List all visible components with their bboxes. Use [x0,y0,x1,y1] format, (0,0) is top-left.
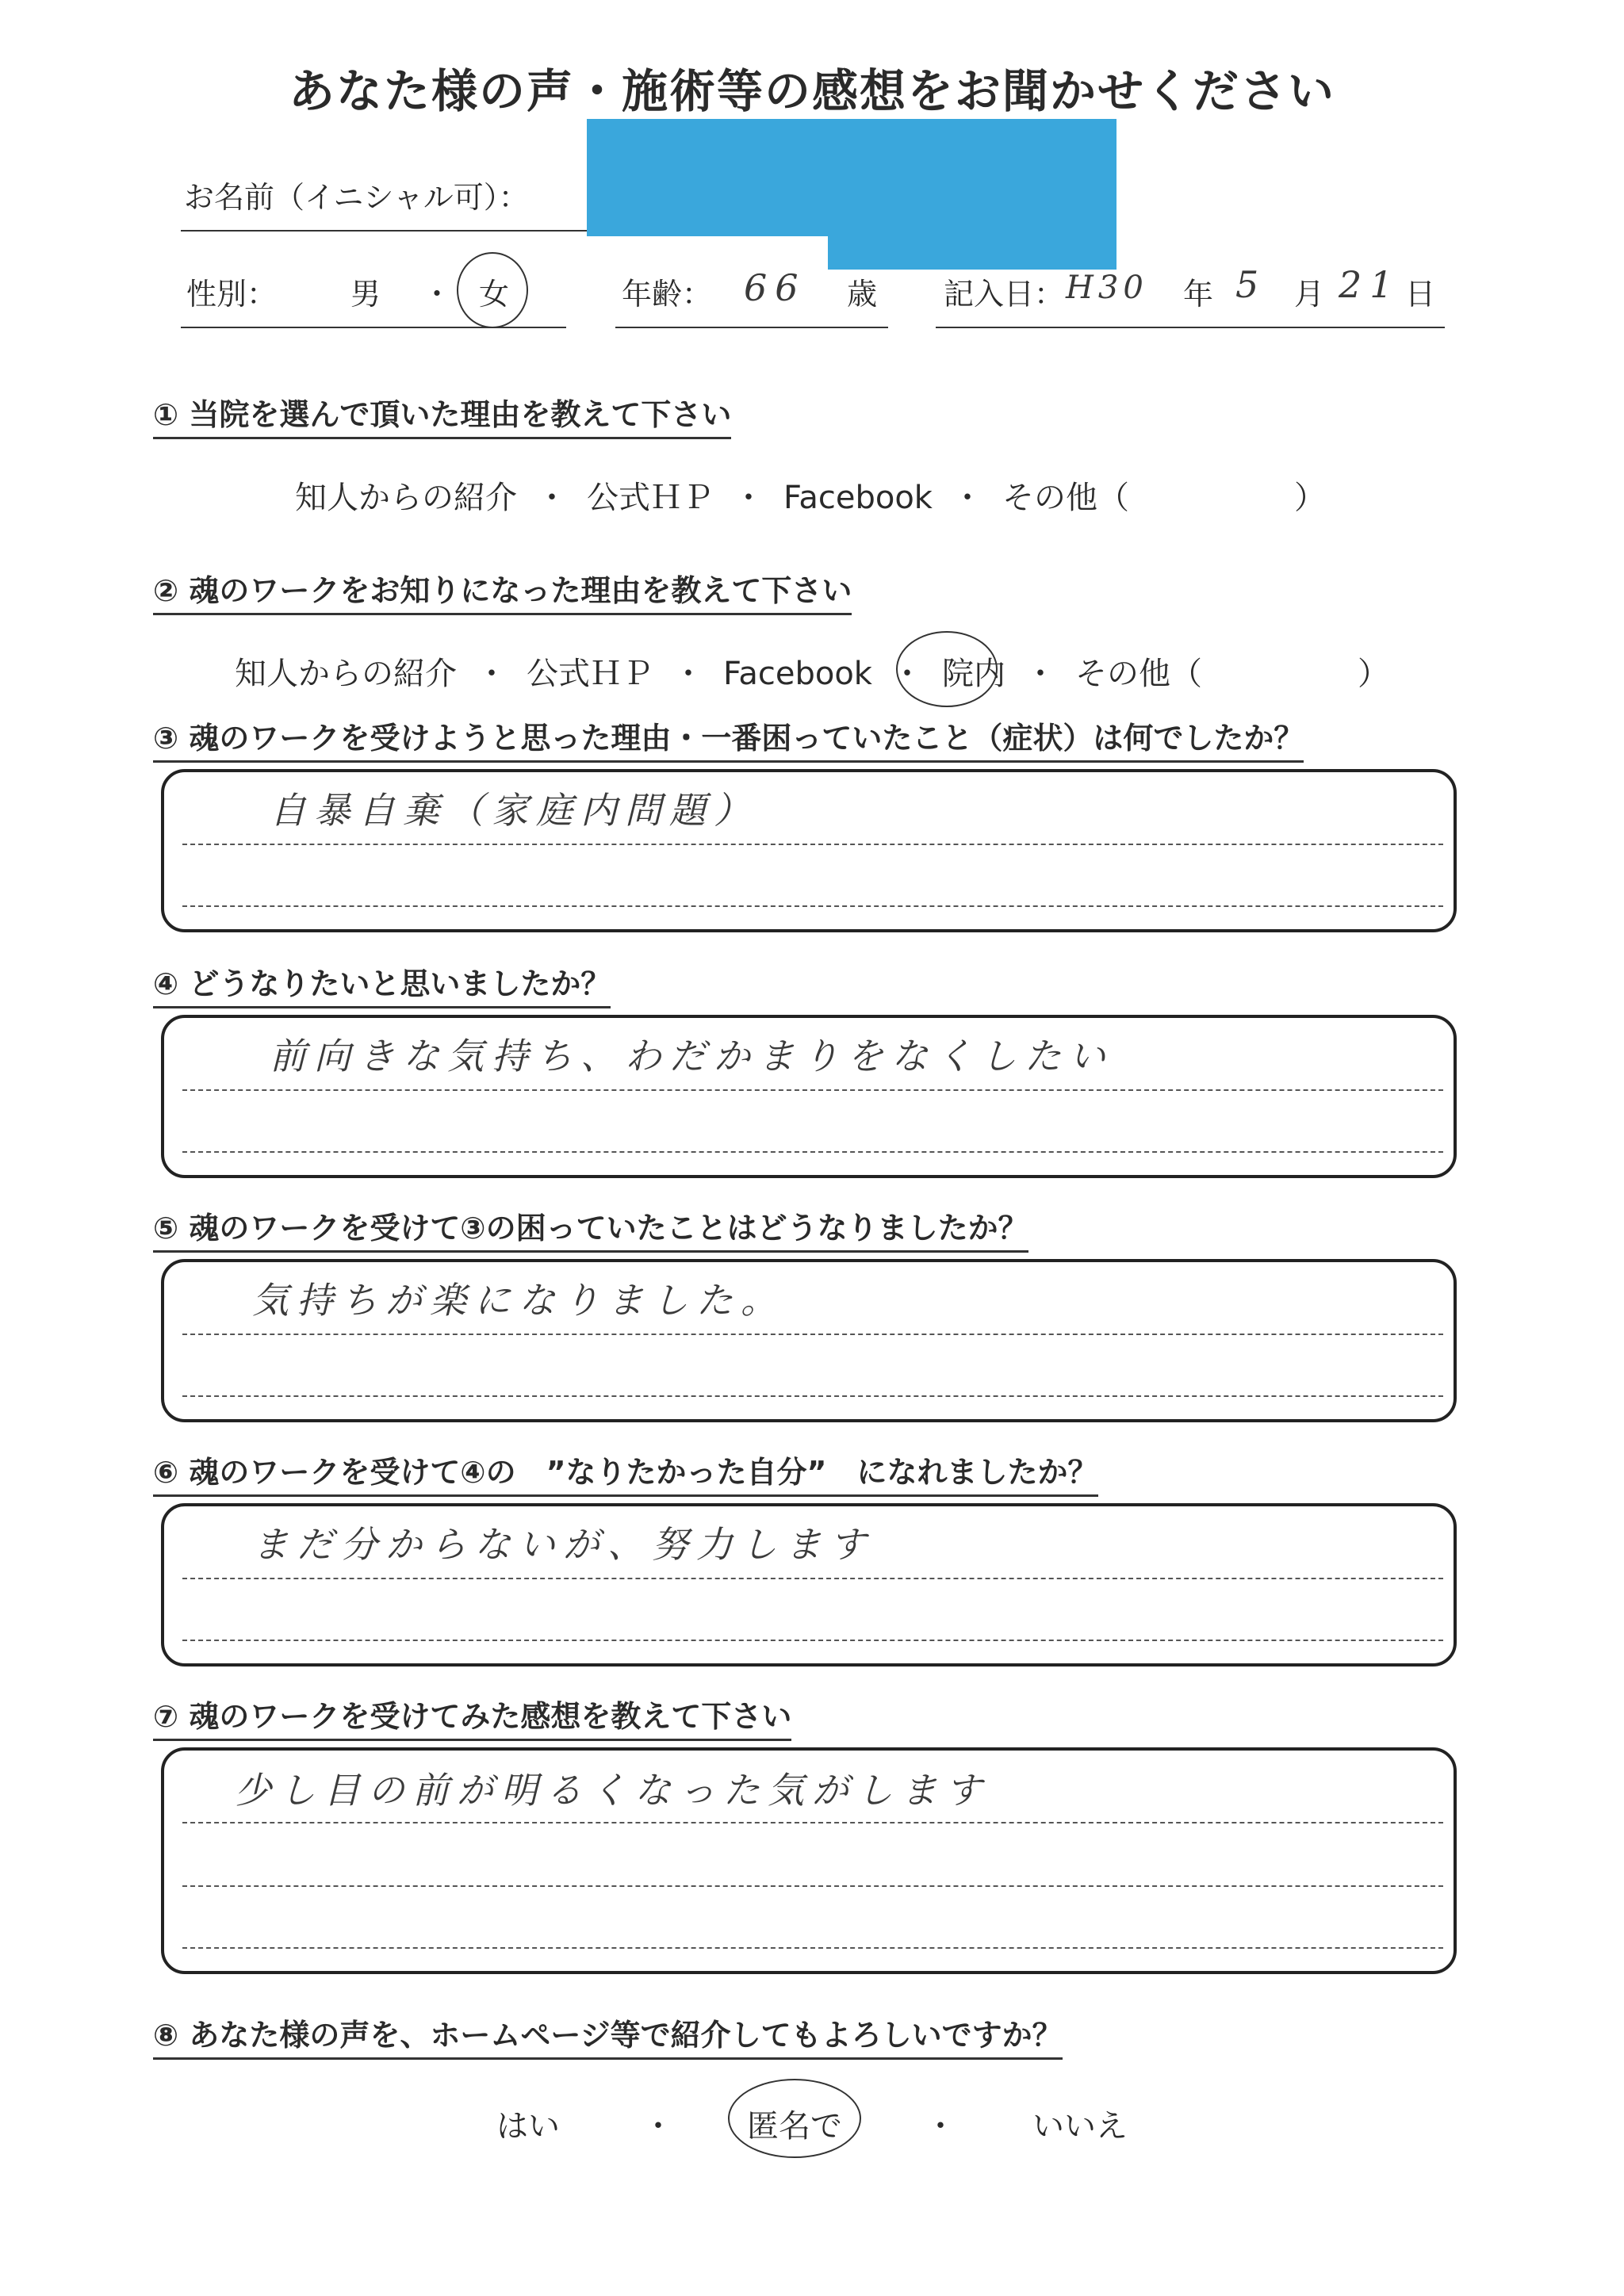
q5-question: ⑤ 魂のワークを受けて③の困っていたことはどうなりましたか？ [153,1203,1028,1253]
q8-option-anonymous[interactable]: 匿名で [747,2108,842,2145]
q7-question: ⑦ 魂のワークを受けてみた感想を教えて下さい [153,1692,791,1741]
q3-line-1 [182,844,1443,845]
q4-answer: 前向きな気持ち、わだかまりをなくしたい [270,1035,1113,1077]
q3-question: ③ 魂のワークを受けようと思った理由・一番困っていたこと（症状）は何でしたか？ [153,714,1304,763]
q7-line-3 [182,1947,1443,1949]
q2-option-clinic[interactable]: 院内 [941,656,1005,692]
q8-option-no[interactable]: いいえ [1032,2108,1128,2145]
q2-option-other[interactable]: その他（ [1074,656,1202,692]
q2-question: ② 魂のワークをお知りになった理由を教えて下さい [153,566,852,615]
q4-line-1 [182,1089,1443,1091]
redaction-tape-lower [828,222,1116,270]
q1-question: ① 当院を選んで頂いた理由を教えて下さい [153,390,731,439]
q1-option-hp[interactable]: 公式ＨＰ [587,480,714,516]
q1-close-paren: ） [1294,480,1326,516]
q6-question: ⑥ 魂のワークを受けて④の ”なりたかった自分” になれましたか？ [153,1448,1098,1497]
q2-option-facebook[interactable]: Facebook [723,656,872,692]
redaction-tape [587,119,1116,236]
q8-option-yes[interactable]: はい [496,2108,560,2145]
q2-option-hp[interactable]: 公式ＨＰ [527,656,653,692]
q5-line-1 [182,1334,1443,1335]
q1-option-other[interactable]: その他（ [1002,480,1129,516]
gender-male[interactable]: 男 [350,277,381,312]
q6-line-1 [182,1578,1443,1579]
gender-underline [181,327,566,328]
gender-label: 性別： [186,277,278,312]
gender-dot: ・ [422,277,453,312]
gender-female[interactable]: 女 [479,277,510,312]
name-underline [181,230,593,232]
q3-answer: 自暴自棄（家庭内問題） [270,789,758,832]
q5-line-2 [182,1395,1443,1397]
q2-clinic-circle [896,631,998,707]
day-value: 21 [1339,263,1401,306]
q2-close-paren: ） [1358,656,1389,692]
q4-line-2 [182,1151,1443,1153]
day-unit: 日 [1405,277,1436,312]
q7-line-1 [182,1822,1443,1823]
age-value: 66 [744,266,806,309]
q8-question: ⑧ あなた様の声を、ホームページ等で紹介してもよろしいですか？ [153,2011,1063,2060]
q8-dot-2: ・ [925,2108,956,2145]
q4-question: ④ どうなりたいと思いましたか？ [153,959,611,1008]
q5-answer: 気持ちが楽になりました。 [252,1279,785,1322]
q6-answer: まだ分からないが、努力します [252,1523,874,1566]
month-unit: 月 [1294,277,1325,312]
q6-line-2 [182,1640,1443,1641]
q1-option-referral[interactable]: 知人からの紹介 [295,480,517,516]
q2-options: 知人からの紹介 ・ 公式ＨＰ ・ Facebook ・ 院内 ・ その他（ [235,656,1202,692]
q7-answer: 少し目の前が明るくなった気がします [235,1769,990,1812]
form-title: あなた様の声・施術等の感想をお聞かせください [288,64,1335,118]
date-underline [936,327,1445,328]
name-label: お名前（イニシャル可）： [184,180,529,215]
age-unit: 歳 [847,277,878,312]
month-value: 5 [1235,263,1267,306]
q8-dot-1: ・ [642,2108,674,2145]
q7-line-2 [182,1885,1443,1887]
age-underline [615,327,888,328]
date-label: 記入日： [944,277,1065,312]
q2-option-referral[interactable]: 知人からの紹介 [235,656,457,692]
q1-option-facebook[interactable]: Facebook [783,480,933,516]
age-label: 年齢： [622,277,713,312]
q1-options: 知人からの紹介 ・ 公式ＨＰ ・ Facebook ・ その他（ [295,480,1129,516]
year-unit: 年 [1183,277,1214,312]
date-era: H30 [1066,270,1148,306]
q3-line-2 [182,905,1443,907]
